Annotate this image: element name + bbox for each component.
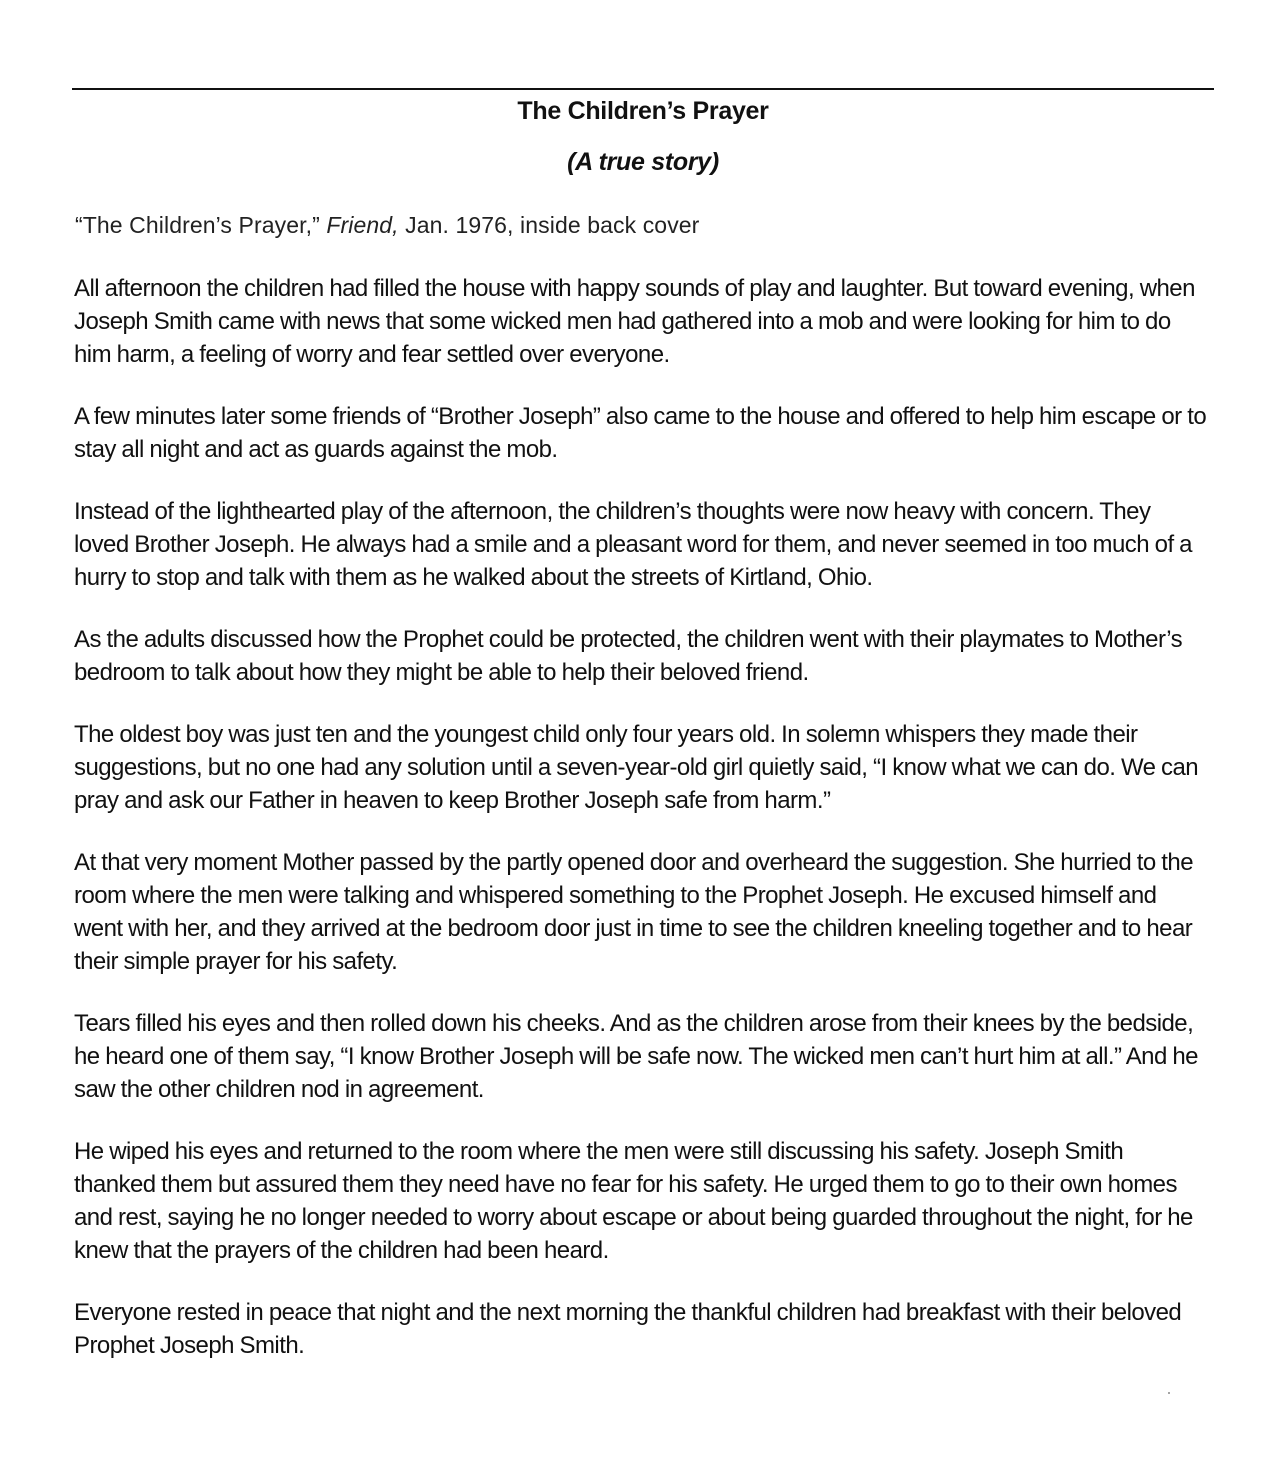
- scan-speck: [1168, 1392, 1170, 1394]
- citation: [75, 210, 699, 240]
- paragraph-9: Everyone rested in peace that night and the next morning the thankful children had breakfast with their beloved Prophet Joseph Smith.: [74, 1299, 1182, 1359]
- paragraph-2: A few minutes later some friends of “Brother Joseph” also came to the house and offered to help him escape or to stay all night and act as guards against the mob.: [74, 403, 1207, 463]
- citation-prefix: “The Children’s Prayer,”: [75, 212, 327, 238]
- document-title: The Children’s Prayer: [517, 97, 769, 125]
- top-rule: [72, 88, 1214, 90]
- paragraph-1: All afternoon the children had filled the house with happy sounds of play and laughter. But toward evening, when Joseph Smith came with news that some wicked men had gathered into a mob and were looking for him to do him harm, a feeling of worry and fear settled over everyone.: [74, 275, 1195, 368]
- paragraph-8: He wiped his eyes and returned to the room where the men were still discussing his safety. Joseph Smith thanked them but assured them they need have no fear for his safety. He urged them to go to their own homes and rest, saying he no longer needed to worry about escape or about being guarded throughout the night, for he knew that the prayers of the children had been heard.: [74, 1138, 1193, 1264]
- document-subtitle: (A true story): [567, 148, 719, 176]
- paragraph-6: At that very moment Mother passed by the partly opened door and overheard the suggestion. She hurried to the room where the men were talking and whispered something to the Prophet Joseph. He excused himself and went with her, and they arrived at the bedroom door just in time to see the children kneeling together and to hear their simple prayer for his safety.: [74, 849, 1193, 975]
- citation-suffix: Jan. 1976, inside back cover: [398, 212, 700, 238]
- story-body: [74, 272, 1209, 1391]
- citation-publication: Friend,: [326, 212, 399, 238]
- paragraph-7: Tears filled his eyes and then rolled down his cheeks. And as the children arose from their knees by the bedside, he heard one of them say, “I know Brother Joseph will be safe now. The wicked men can’t hurt him at all.” And he saw the other children nod in agreement.: [74, 1010, 1198, 1103]
- paragraph-3: Instead of the lighthearted play of the afternoon, the children’s thoughts were now heavy with concern. They loved Brother Joseph. He always had a smile and a pleasant word for them, and never seemed in too much of a hurry to stop and talk with them as he walked about the streets of Kirtland, Ohio.: [74, 498, 1192, 591]
- paragraph-5: The oldest boy was just ten and the youngest child only four years old. In solemn whispers they made their suggestions, but no one had any solution until a seven-year-old girl quietly said, “I know what we can do. We can pray and ask our Father in heaven to keep Brother Joseph safe from harm.”: [74, 721, 1199, 814]
- paragraph-4: As the adults discussed how the Prophet could be protected, the children went with their playmates to Mother’s bedroom to talk about how they might be able to help their beloved friend.: [74, 626, 1183, 686]
